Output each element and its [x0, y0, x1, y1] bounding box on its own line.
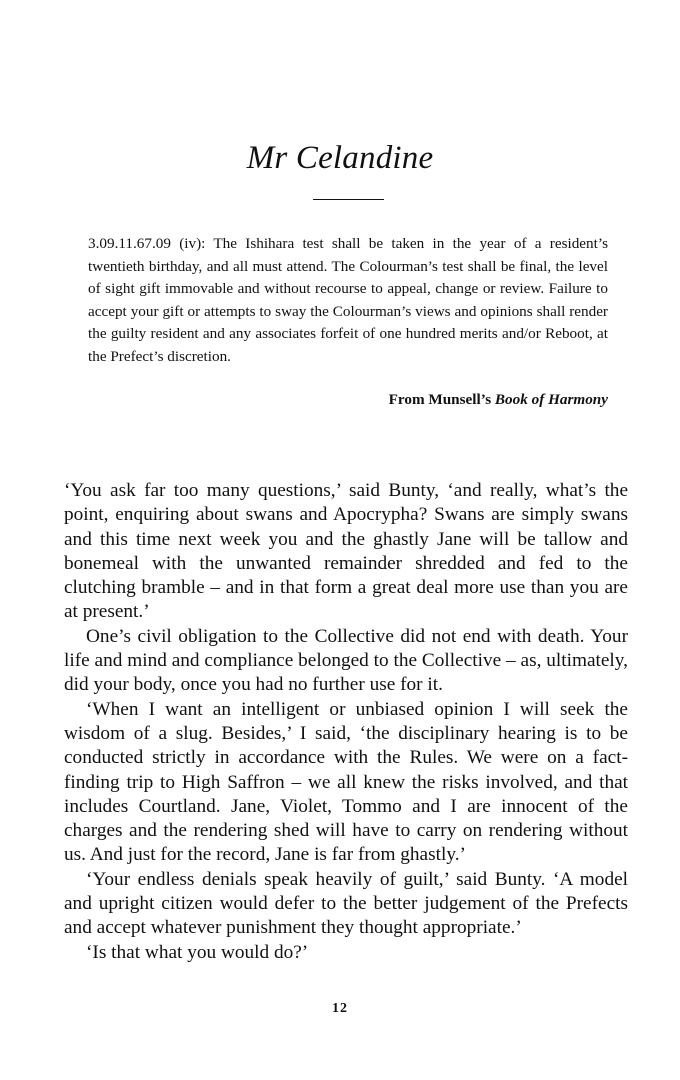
title-divider	[313, 199, 384, 200]
paragraph: ‘When I want an intelligent or unbiased opinion I will seek the wisdom of a slug. Besides,’ I said, ‘the disciplinary hearing is to be conducted strictly in accordance with the Rules. We were on a fact-finding trip to High Saffron – we all knew the risks involved, and that includes Courtland. Jane, Violet, Tommo and I are innocent of the charges and the rendering shed will have to carry on rendering without us. And just for the record, Jane is far from ghastly.’	[64, 698, 628, 866]
page-number: 12	[332, 1001, 348, 1016]
epigraph-source	[389, 389, 608, 411]
chapter-title: Mr Celandine	[246, 140, 434, 176]
epigraph-source-title: Book of Harmony	[494, 391, 608, 408]
paragraph: ‘Is that what you would do?’	[86, 941, 309, 963]
paragraph: ‘Your endless denials speak heavily of guilt,’ said Bunty. ‘A model and upright citizen would defer to the better judgement of the Prefects and accept whatever punishment they thought appropriate.’	[64, 868, 628, 939]
epigraph	[88, 233, 608, 369]
body-text	[64, 479, 628, 965]
paragraph: ‘You ask far too many questions,’ said Bunty, ‘and really, what’s the point, enquiring about swans and Apocrypha? Swans are simply swans and this time next week you and the ghastly Jane will be tallow and bonemeal with the unwanted remainder shredded and fed to the clutching bramble – and in that form a great deal more use than you are at present.’	[64, 480, 628, 623]
epigraph-source-prefix: From Munsell’s	[388, 391, 495, 408]
epigraph-text: 3.09.11.67.09 (iv): The Ishihara test shall be taken in the year of a resident’s twentieth birthday, and all must attend. The Colourman’s test shall be final, the level of sight gift immovable and without recourse to appeal, change or review. Failure to accept your gift or attempts to sway the Colourman’s views and opinions shall render the guilty resident and any associates forfeit of one hundred merits and/or Reboot, at the Prefect’s discretion.	[88, 235, 608, 365]
paragraph: One’s civil obligation to the Collective did not end with death. Your life and mind and compliance belonged to the Collective – as, ultimately, did your body, once you had no further use for it.	[64, 625, 628, 696]
